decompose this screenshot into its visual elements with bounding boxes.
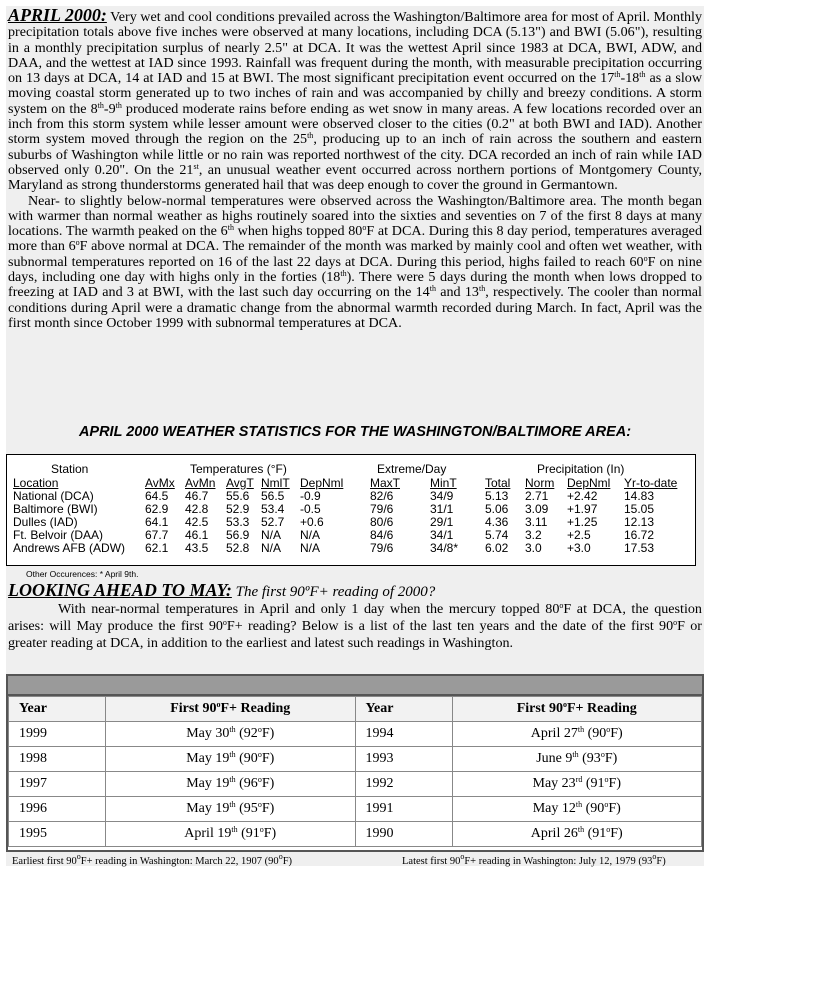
stats-cell: 64.1 [145,515,169,529]
stats-cell: Andrews AFB (ADW) [13,541,126,555]
other-occurrences: Other Occurences: * April 9th. [26,569,139,579]
stats-column-header: DepNml [300,476,344,490]
stats-cell: 5.74 [485,528,509,542]
stats-cell: 55.6 [226,489,250,503]
stats-cell: 53.4 [261,502,285,516]
latest-note: Latest first $90^oF+$ reading in Washington: July 12, 1979 (93$^o$F) [402,852,666,867]
stats-cell: 64.5 [145,489,169,503]
year-cell: 1995 [9,822,106,847]
stats-column-header: AvMn [185,476,216,490]
stats-cell: 52.8 [226,541,250,555]
stats-cell: 17.53 [624,541,655,555]
stats-column-header: NmlT [261,476,290,490]
col-year: Year [355,697,452,722]
stats-cell: 56.5 [261,489,285,503]
stats-cell: 6.02 [485,541,509,555]
stats-cell: 62.1 [145,541,169,555]
table-row [9,797,702,822]
stats-cell: +1.97 [567,502,598,516]
reading-cell: May 23rd (91$^o$F) [452,772,702,797]
year-cell: 1990 [355,822,452,847]
table-row [9,722,702,747]
stats-column [145,477,175,555]
looking-ahead-subheading: The first 90ºF+ reading of 2000? [231,584,436,600]
stats-table [6,454,696,566]
year-cell: 1997 [9,772,106,797]
stats-cell: 67.7 [145,528,169,542]
reading-cell: April 19th (91$^o$F) [106,822,356,847]
stats-cell: +3.0 [567,541,591,555]
stats-cell: 12.13 [624,515,655,529]
reading-cell: May 12th (90$^o$F) [452,797,702,822]
col-first-reading: First $90^oF+$ Reading [106,697,356,722]
table-header-band [8,676,702,696]
group-precipitation: Precipitation (In) [537,462,625,476]
stats-column [226,477,254,555]
year-cell: 1992 [355,772,452,797]
stats-column [624,477,677,555]
stats-column-header: Location [13,476,59,490]
stats-cell: N/A [300,528,321,542]
stats-column [525,477,554,555]
year-cell: 1996 [9,797,106,822]
stats-column-header: AvMx [145,476,175,490]
reading-cell: June 9th (93$^o$F) [452,747,702,772]
earliest-note: Earliest first $90^oF+$ reading in Washington: March 22, 1907 (90$^o$F) [12,852,293,867]
reading-cell: May 19th (95$^o$F) [106,797,356,822]
stats-column-header: Norm [525,476,555,490]
stats-column-header: DepNml [567,476,611,490]
april-heading: APRIL 2000: [8,5,107,25]
stats-cell: +1.25 [567,515,598,529]
year-cell: 1998 [9,747,106,772]
stats-cell: 29/1 [430,515,454,529]
stats-cell: 31/1 [430,502,454,516]
stats-cell: 56.9 [226,528,250,542]
stats-cell: 42.5 [185,515,209,529]
paragraph-precipitation [8,5,703,194]
stats-cell: N/A [261,528,282,542]
stats-cell: 5.06 [485,502,509,516]
col-first-reading: First $90^oF+$ Reading [452,697,702,722]
stats-cell: 2.71 [525,489,549,503]
stats-cell: 46.7 [185,489,209,503]
stats-cell: -0.9 [300,489,321,503]
reading-cell: May 30th (92$^o$F) [106,722,356,747]
stats-cell: 3.11 [525,515,548,529]
paragraph-text: Very wet and cool conditions prevailed across the Washington/Baltimore area for most of April. Monthly precipitation totals above five inches were observed at many locations, including DCA (5.13") and BWI (5.06"), resulting in a monthly precipitation surplus of nearly 2.5" at DCA. It was the wettest April since 1983 at DCA, BWI, ADW, and DAA, and the wettest at IAD since 1993. Rainfall was frequent during the month, with measurable precipitation occurring on 13 days at DCA, 14 at IAD and 15 at BWI. The most significant precipitation event occurred on the 17th-18th as a slow moving coastal storm generated up to two inches of rain and was accompanied by chilly and breezy conditions. A storm system on the 8th-9th produced moderate rains before ending as wet snow in many areas. A few locations recorded over an inch from this storm system while lesser amount were observed closer to the cities (0.2" at both BWI and IAD). Another storm system moved through the region on the 25th, producing up to an inch of rain across the southern and eastern suburbs of Washington while little or no rain was reported northwest of the city. DCA recorded an inch of rain while IAD observed only 0.20". On the 21st, an unusual weather event occurred across northern portions of Montgomery County, Maryland as strong thunderstorms generated hail that was deep enough to cover the ground in Germantown. [8,9,703,194]
stats-cell: 79/6 [370,502,394,516]
stats-cell: -0.5 [300,502,321,516]
stats-cell: 43.5 [185,541,209,555]
stats-cell: 62.9 [145,502,169,516]
stats-cell: 16.72 [624,528,655,542]
table-header-row [9,697,702,722]
page-sheet [6,6,704,866]
table-row [9,822,702,847]
stats-column [485,477,510,555]
reading-cell: April 26th (91$^o$F) [452,822,702,847]
stats-cell: 52.9 [226,502,250,516]
stats-cell: 84/6 [370,528,394,542]
stats-column-header: Total [485,476,511,490]
stats-cell: 3.2 [525,528,542,542]
stats-cell: 3.0 [525,541,542,555]
year-cell: 1991 [355,797,452,822]
stats-cell: 34/1 [430,528,454,542]
stats-cell: 82/6 [370,489,394,503]
stats-column [430,477,458,555]
stats-column [185,477,215,555]
group-extreme: Extreme/Day [377,462,447,476]
stats-cell: 14.83 [624,489,655,503]
year-cell: 1993 [355,747,452,772]
stats-title: APRIL 2000 WEATHER STATISTICS FOR THE WASHINGTON/BALTIMORE AREA: [78,424,632,440]
stats-cell: 34/8* [430,541,459,555]
stats-column [261,477,290,555]
first-90f-table [6,674,704,852]
stats-cell: Dulles (IAD) [13,515,78,529]
reading-cell: May 19th (90$^o$F) [106,747,356,772]
first-90f-grid [8,696,702,847]
stats-cell: N/A [300,541,321,555]
stats-column-header: MinT [430,476,457,490]
stats-cell: Ft. Belvoir (DAA) [13,528,104,542]
table-row [9,772,702,797]
stats-cell: 15.05 [624,502,655,516]
stats-column-header: AvgT [226,476,254,490]
stats-cell: 80/6 [370,515,394,529]
stats-cell: +2.42 [567,489,598,503]
stats-cell: 4.36 [485,515,509,529]
stats-cell: 34/9 [430,489,454,503]
year-cell: 1994 [355,722,452,747]
stats-cell: 79/6 [370,541,394,555]
stats-cell: +0.6 [300,515,324,529]
looking-ahead-heading: LOOKING AHEAD TO MAY: [8,580,232,600]
year-cell: 1999 [9,722,106,747]
stats-cell: N/A [261,541,282,555]
stats-cell: 53.3 [226,515,250,529]
looking-ahead-title [8,582,702,601]
april-summary [8,5,703,331]
stats-column [370,477,400,555]
table-row [9,747,702,772]
col-year: Year [9,697,106,722]
stats-cell: 3.09 [525,502,549,516]
stats-cell: 5.13 [485,489,509,503]
stats-column [567,477,610,555]
stats-cell: 52.7 [261,515,285,529]
stats-cell: Baltimore (BWI) [13,502,98,516]
stats-column-header: Yr-to-date [624,476,678,490]
reading-cell: May 19th (96$^o$F) [106,772,356,797]
reading-cell: April 27th (90$^o$F) [452,722,702,747]
stats-cell: 42.8 [185,502,209,516]
stats-column [13,477,125,555]
group-temperatures: Temperatures (°F) [190,462,287,476]
stats-column-header: MaxT [370,476,400,490]
stats-cell: +2.5 [567,528,591,542]
stats-column [300,477,343,555]
stats-cell: National (DCA) [13,489,94,503]
looking-ahead-text: With near-normal temperatures in April and only 1 day when the mercury topped 80$^o$F at DCA, the question arises: will May produce the first $90^oF+$ reading? Below is a list of the last ten years and the date of the first 90$^o$F or greater reading at DCA, in addition to the earliest and latest such readings in Washington. [8,601,702,651]
stats-cell: 46.1 [185,528,209,542]
looking-ahead [8,582,702,652]
group-station: Station [51,462,89,476]
paragraph-temperature: Near- to slightly below-normal temperatures were observed across the Washington/Baltimore area. The month began with warmer than normal weather as highs routinely soared into the sixties and seventies on 7 of the first 8 days at many locations. The warmth peaked on the 6th when highs topped 80$^o$F at DCA. During this 8 day period, temperatures averaged more than 6$^o$F above normal at DCA. The remainder of the month was marked by mainly cool and often wet weather, with subnormal temperatures reported on 16 of the last 22 days at DCA. During this period, highs failed to reach 60$^o$F on nine days, including one day with highs only in the forties (18th). There were 5 days during the month when lows dropped to freezing at IAD and 3 at BWI, with the last such day occurring on the 14th and 13th, respectively. The cooler than normal conditions during April were a dramatic change from the abnormal warmth recorded during March. In fact, April was the first month since October 1999 with subnormal temperatures at DCA. [8,192,702,331]
